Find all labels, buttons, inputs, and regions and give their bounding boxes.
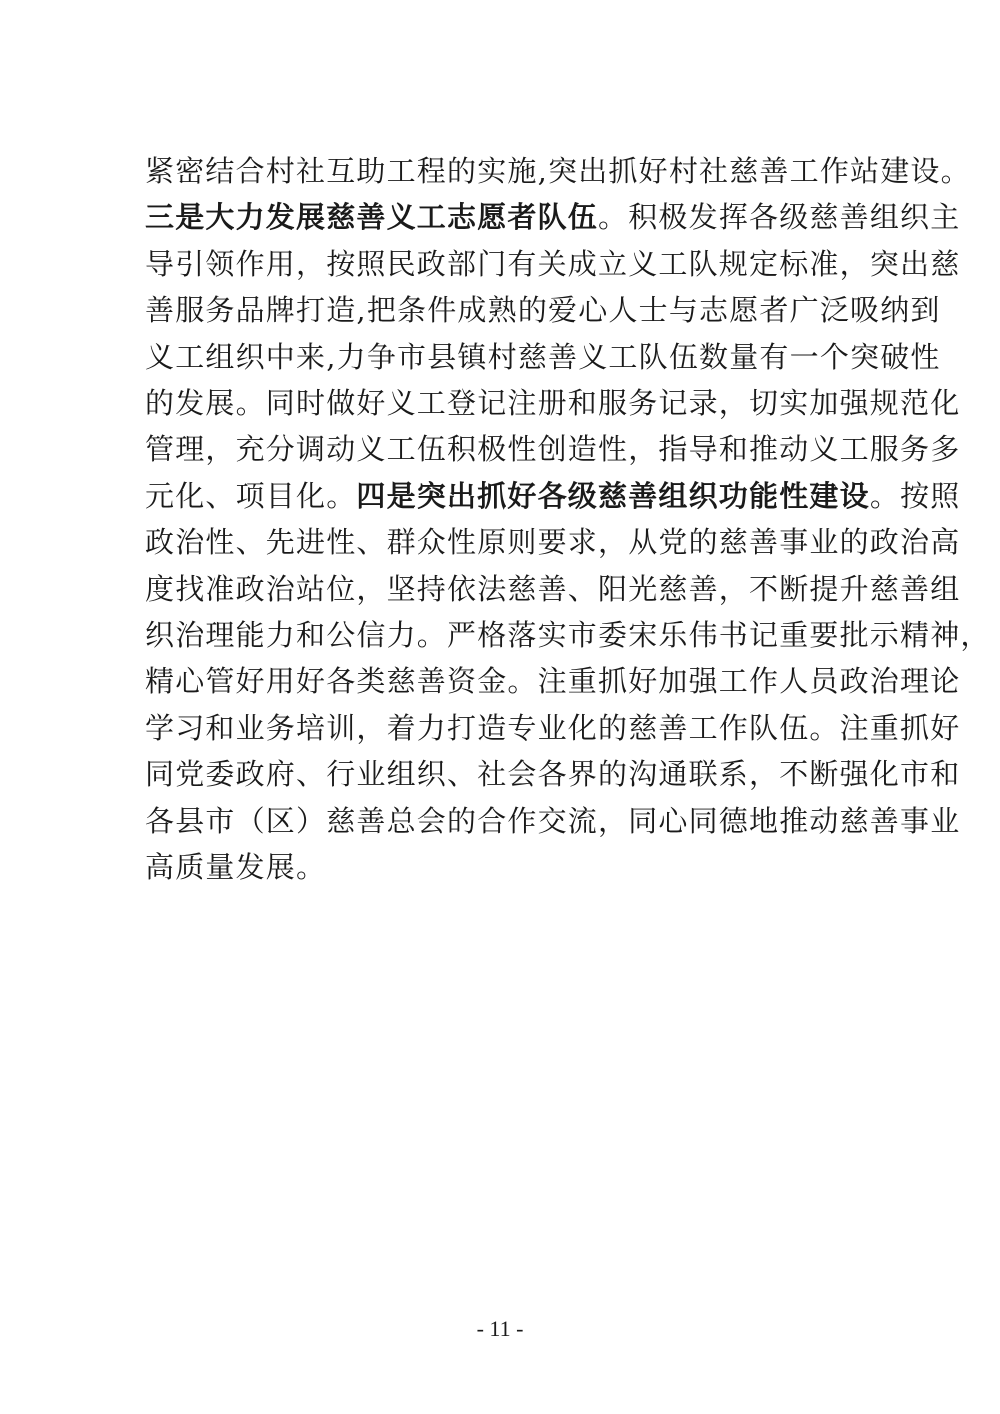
text-line xyxy=(145,426,961,472)
text-line xyxy=(145,148,971,194)
text-line xyxy=(145,334,941,380)
text-line xyxy=(145,519,961,565)
text-segment: 导引领作用，按照民政部门有关成立义工队规定标准，突出慈 xyxy=(145,246,961,281)
text-segment: 紧密结合村社互助工程的实施,突出抓好村社慈善工作站建设。 xyxy=(145,154,971,188)
text-line xyxy=(145,798,961,844)
text-segment: 的发展。同时做好义工登记注册和服务记录，切实加强规范化 xyxy=(145,386,961,421)
text-line xyxy=(145,844,857,890)
body-text xyxy=(145,148,991,891)
text-line xyxy=(145,658,961,704)
text-line xyxy=(145,194,961,240)
text-line xyxy=(145,241,961,287)
text-segment: 织治理能力和公信力。严格落实市委宋乐伟书记重要批示精神， xyxy=(145,618,991,653)
text-segment: 同党委政府、行业组织、社会各界的沟通联系，不断强化市和 xyxy=(145,757,961,792)
text-segment: 学习和业务培训，着力打造专业化的慈善工作队伍。注重抓好 xyxy=(145,710,961,745)
text-segment: 。积极发挥各级慈善组织主 xyxy=(598,200,961,235)
text-line xyxy=(145,612,991,658)
text-segment: 度找准政治站位，坚持依法慈善、阳光慈善，不断提升慈善组 xyxy=(145,571,961,606)
text-segment: 管理，充分调动义工伍积极性创造性，指导和推动义工服务多 xyxy=(145,432,961,467)
text-segment: 义工组织中来,力争市县镇村慈善义工队伍数量有一个突破性 xyxy=(145,339,941,374)
text-line xyxy=(145,473,961,519)
page-number: - 11 - xyxy=(476,1316,524,1341)
bold-heading-segment: 三是大力发展慈善义工志愿者队伍 xyxy=(145,200,599,235)
text-segment: 政治性、先进性、群众性原则要求，从党的慈善事业的政治高 xyxy=(145,525,961,560)
text-segment: 元化、项目化。 xyxy=(145,478,357,513)
text-segment: 精心管好用好各类慈善资金。注重抓好加强工作人员政治理论 xyxy=(145,664,961,699)
text-segment: 善服务品牌打造,把条件成熟的爱心人士与志愿者广泛吸纳到 xyxy=(145,293,941,328)
text-segment: 。按照 xyxy=(869,478,961,513)
text-segment: 各县市（区）慈善总会的合作交流，同心同德地推动慈善事业 xyxy=(145,803,961,838)
text-line xyxy=(145,566,961,612)
text-line xyxy=(145,287,941,333)
text-line xyxy=(145,380,961,426)
bold-heading-segment: 四是突出抓好各级慈善组织功能性建设 xyxy=(356,478,870,513)
text-line xyxy=(145,705,961,751)
text-line xyxy=(145,751,961,797)
text-segment: 高质量发展。 xyxy=(145,850,327,885)
